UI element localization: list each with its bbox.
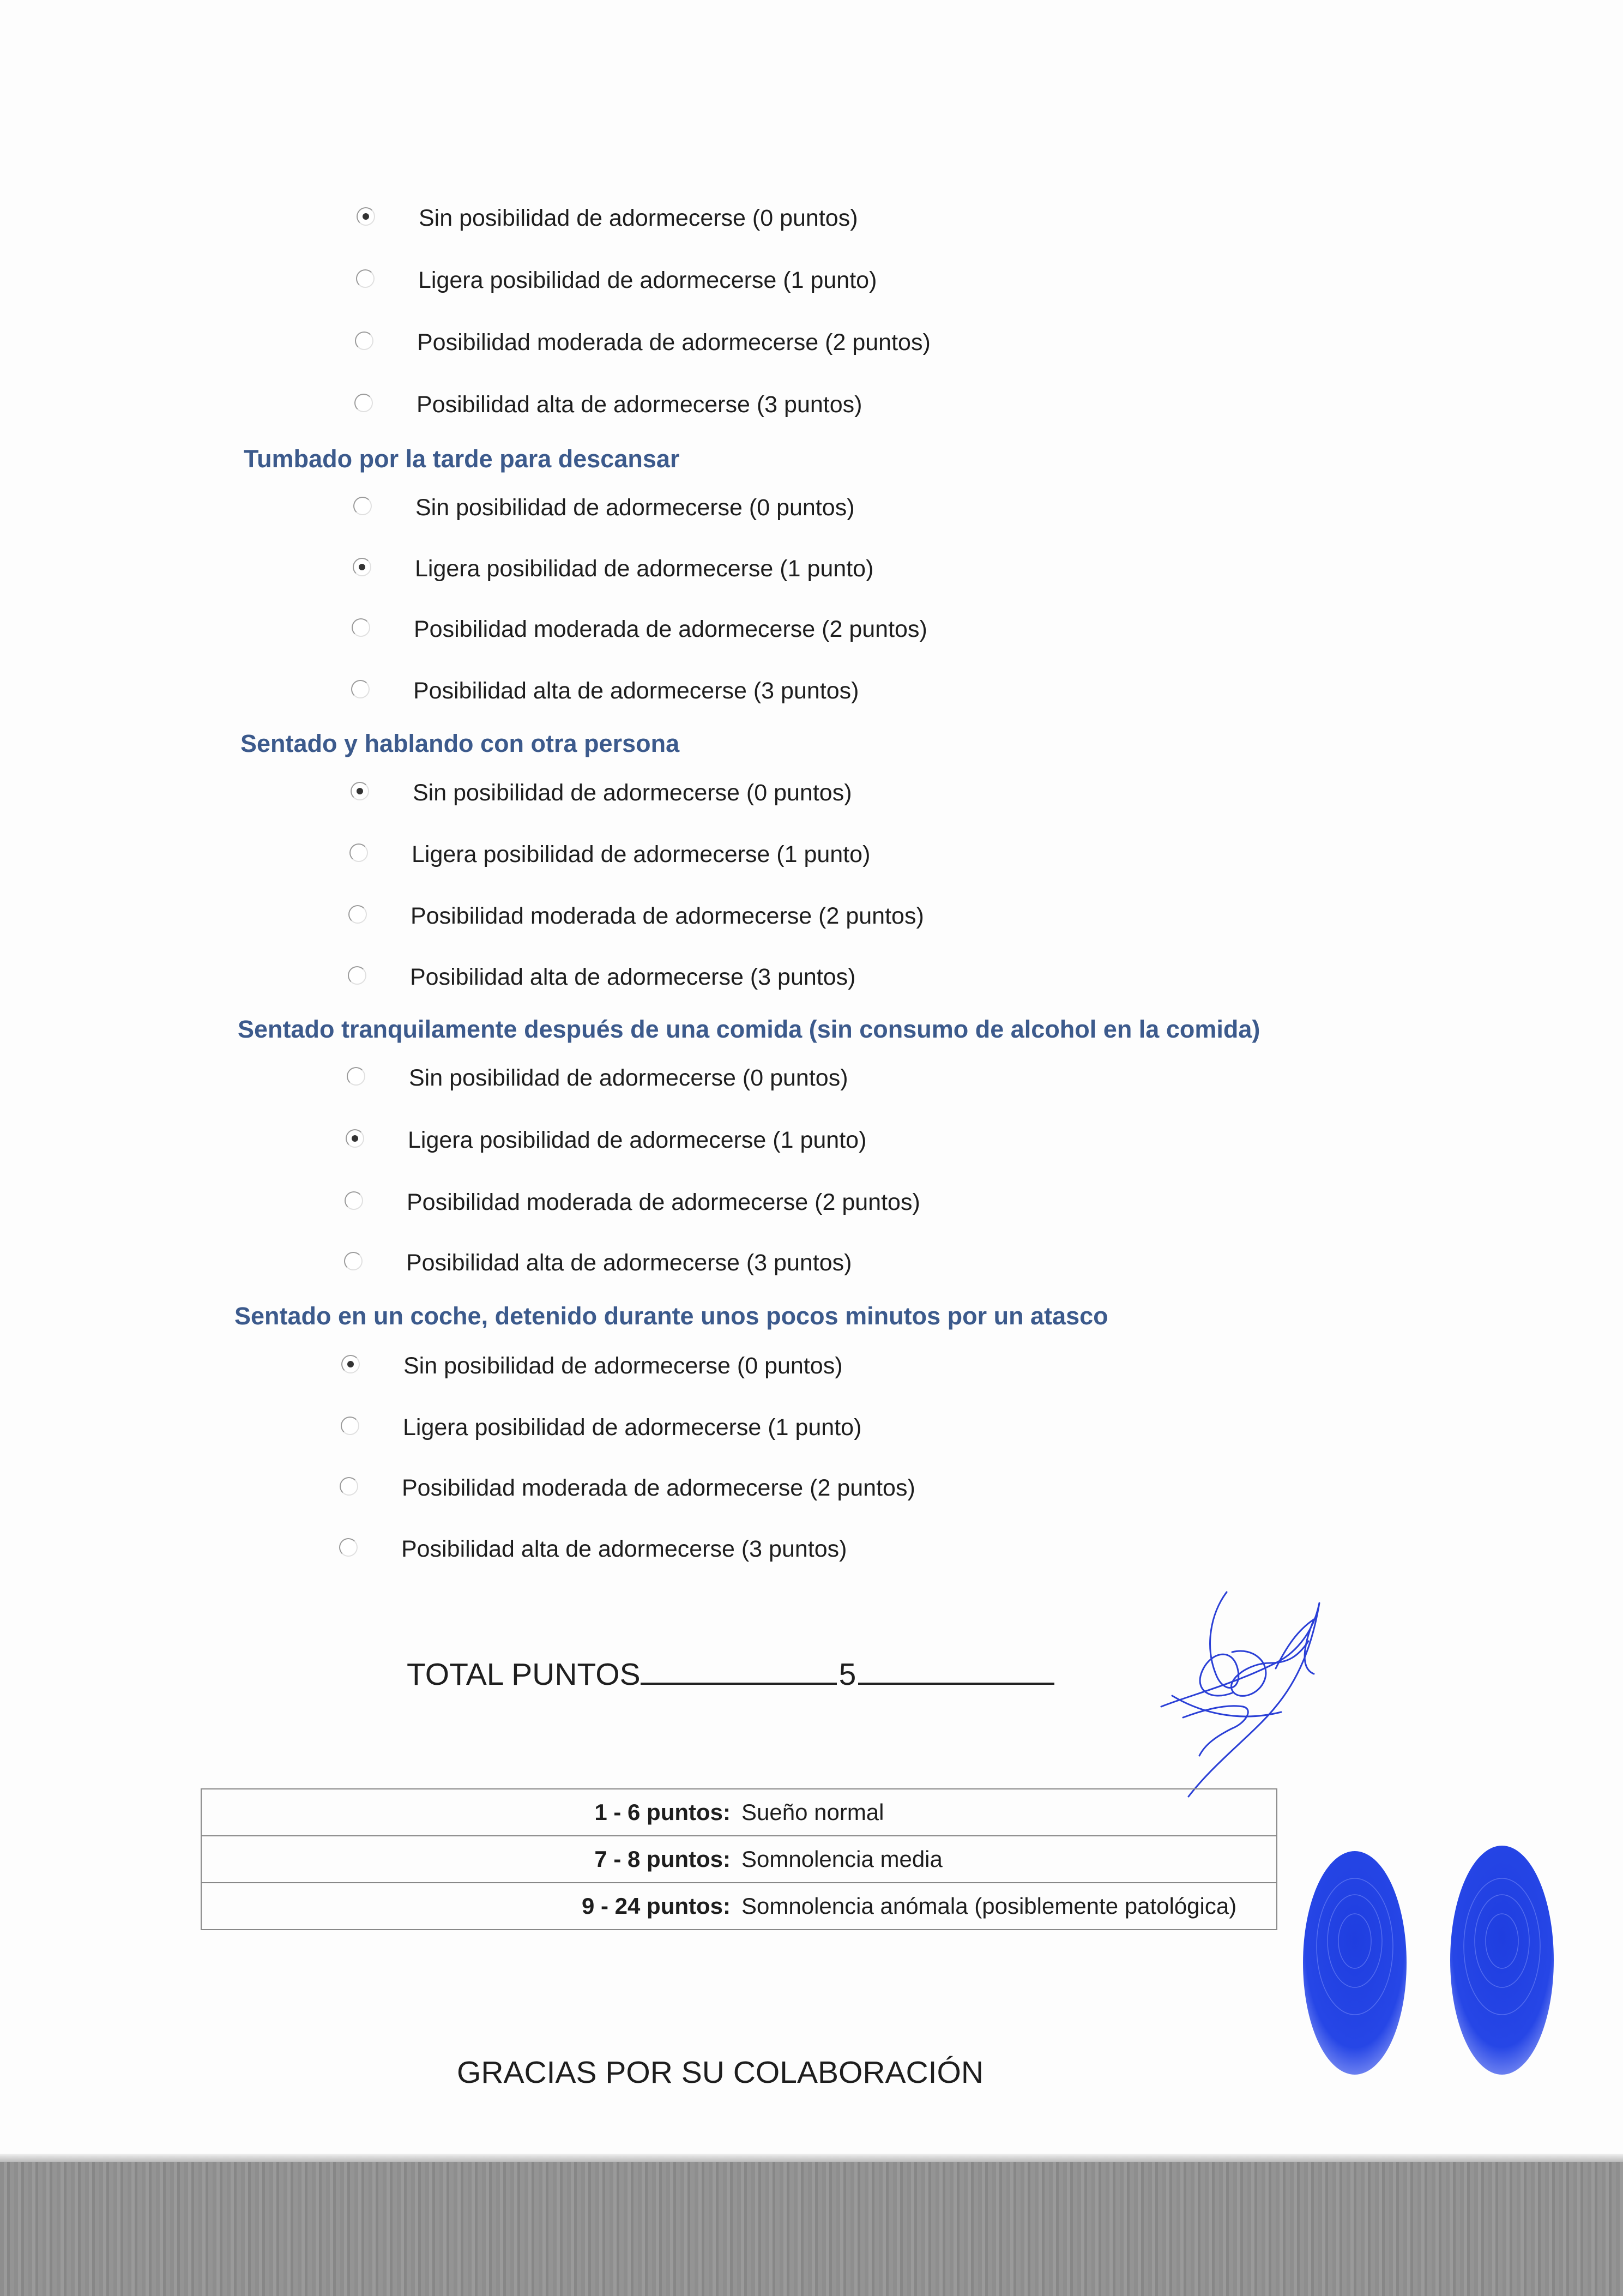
score-range: 7 - 8 puntos: xyxy=(201,1836,736,1883)
radio-button[interactable] xyxy=(344,1252,363,1270)
option-label: Posibilidad moderada de adormecerse (2 puntos) xyxy=(417,329,931,355)
radio-button[interactable] xyxy=(353,558,371,576)
option-label: Sin posibilidad de adormecerse (0 puntos) xyxy=(409,1065,848,1091)
question-title: Sentado tranquilamente después de una comida (sin consumo de alcohol en la comida) xyxy=(238,1015,1260,1043)
option-label: Posibilidad alta de adormecerse (3 puntos) xyxy=(406,1250,852,1276)
fingerprint-left xyxy=(1298,1843,1412,2083)
radio-button[interactable] xyxy=(340,1477,358,1496)
question-title: Tumbado por la tarde para descansar xyxy=(244,445,680,473)
score-range: 1 - 6 puntos: xyxy=(201,1789,736,1836)
option-label: Posibilidad alta de adormecerse (3 puntos) xyxy=(401,1536,847,1562)
option-label: Sin posibilidad de adormecerse (0 puntos) xyxy=(413,780,852,806)
total-blank-right xyxy=(858,1654,1054,1685)
radio-button[interactable] xyxy=(349,843,368,862)
total-blank-left xyxy=(641,1654,837,1685)
radio-button[interactable] xyxy=(354,394,373,412)
score-legend-table xyxy=(201,1788,1277,1930)
option-label: Ligera posibilidad de adormecerse (1 punto) xyxy=(412,841,871,867)
total-value: 5 xyxy=(838,1657,856,1692)
radio-button[interactable] xyxy=(353,497,372,515)
radio-button[interactable] xyxy=(348,966,366,985)
option-label: Posibilidad alta de adormecerse (3 puntos) xyxy=(417,391,862,418)
option-label: Posibilidad moderada de adormecerse (2 puntos) xyxy=(411,903,924,929)
option-label: Posibilidad alta de adormecerse (3 puntos) xyxy=(413,678,859,704)
radio-button[interactable] xyxy=(341,1355,360,1373)
radio-button[interactable] xyxy=(341,1417,359,1435)
table-row xyxy=(201,1789,1277,1836)
option-label: Sin posibilidad de adormecerse (0 puntos) xyxy=(419,205,858,231)
thanks-footer: GRACIAS POR SU COLABORACIÓN xyxy=(457,2055,984,2090)
radio-button[interactable] xyxy=(339,1538,358,1557)
score-description: Sueño normal xyxy=(736,1789,1277,1836)
radio-button[interactable] xyxy=(345,1191,363,1210)
total-points xyxy=(407,1654,1054,1692)
option-label: Ligera posibilidad de adormecerse (1 punto) xyxy=(418,267,877,293)
table-row xyxy=(201,1883,1277,1930)
radio-button[interactable] xyxy=(352,618,370,637)
option-label: Ligera posibilidad de adormecerse (1 punto) xyxy=(408,1127,867,1153)
table-row xyxy=(201,1836,1277,1883)
option-label: Sin posibilidad de adormecerse (0 puntos) xyxy=(415,495,855,521)
total-label: TOTAL PUNTOS xyxy=(407,1657,641,1692)
option-label: Posibilidad moderada de adormecerse (2 puntos) xyxy=(414,616,927,642)
fingerprint-right xyxy=(1445,1837,1559,2083)
radio-button[interactable] xyxy=(347,1067,365,1086)
radio-button[interactable] xyxy=(357,207,375,226)
radio-button[interactable] xyxy=(355,332,373,350)
option-label: Posibilidad alta de adormecerse (3 puntos) xyxy=(410,964,856,990)
radio-button[interactable] xyxy=(351,680,370,698)
radio-button[interactable] xyxy=(356,269,375,288)
option-label: Posibilidad moderada de adormecerse (2 puntos) xyxy=(407,1189,920,1215)
score-description: Somnolencia anómala (posiblemente patológica) xyxy=(736,1883,1277,1930)
radio-button[interactable] xyxy=(346,1129,364,1148)
question-title: Sentado y hablando con otra persona xyxy=(240,730,680,757)
handwritten-signature xyxy=(1150,1581,1347,1810)
option-label: Sin posibilidad de adormecerse (0 puntos) xyxy=(403,1353,843,1379)
option-label: Ligera posibilidad de adormecerse (1 punto) xyxy=(415,556,874,582)
question-title: Sentado en un coche, detenido durante unos pocos minutos por un atasco xyxy=(234,1302,1108,1330)
option-label: Posibilidad moderada de adormecerse (2 puntos) xyxy=(402,1475,915,1501)
option-label: Ligera posibilidad de adormecerse (1 punto) xyxy=(403,1414,862,1441)
score-description: Somnolencia media xyxy=(736,1836,1277,1883)
radio-button[interactable] xyxy=(351,782,369,800)
radio-button[interactable] xyxy=(348,905,367,924)
scanner-background xyxy=(0,2162,1623,2296)
score-range: 9 - 24 puntos: xyxy=(201,1883,736,1930)
